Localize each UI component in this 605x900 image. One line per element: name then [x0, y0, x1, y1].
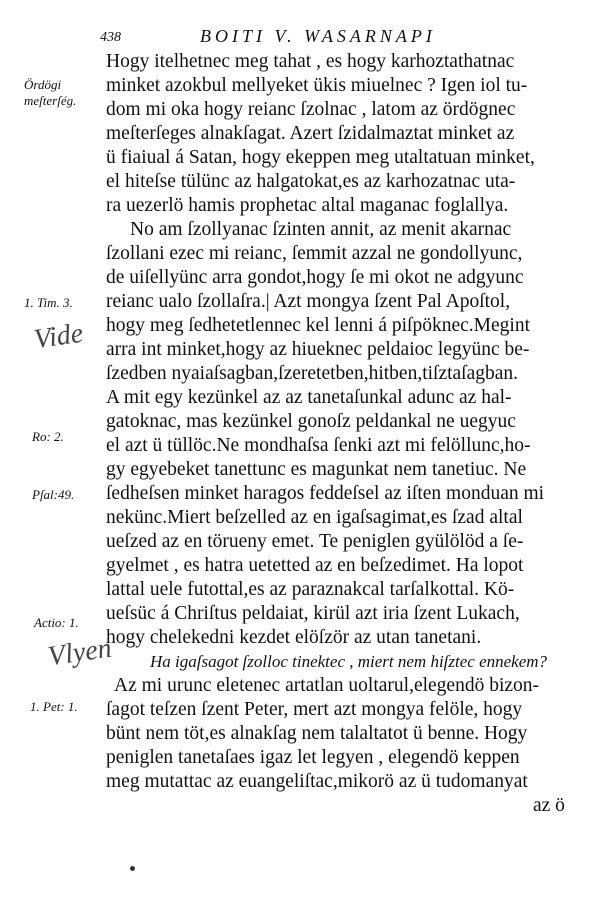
text-line: nekünc.Miert beſzelled az en igaſsagimat,es ſzad altal: [106, 507, 523, 528]
handwritten-note: Vide: [32, 317, 86, 356]
text-line: ra uezerlö hamis prophetac altal maganac foglallya.: [106, 195, 509, 216]
text-line: gy egyebeket tanettunc es magunkat nem tanetiuc. Ne: [106, 459, 527, 480]
text-line: meſterſeges alnakſagat. Azert ſzidalmaztat minket az: [106, 123, 515, 144]
text-line: lattal uele futottal,es az paraznakcal tarſalkottal. Kö-: [106, 579, 515, 600]
text-line: el azt ü tüllöc.Ne mondhaſsa ſenki azt mi felöllunc,ho-: [106, 435, 531, 456]
text-line: gyelmet , es hatra uetetted az en beſzedimet. Ha lopot: [106, 555, 524, 576]
margin-note: Ro: 2.: [32, 429, 64, 444]
margin-note: Ördögi: [24, 77, 62, 92]
text-line: ſzollani ezec mi reianc, ſemmit azzal ne gondollyunc,: [106, 243, 523, 264]
text-line: ſagot teſzen ſzent Peter, mert azt mongya felöle, hogy: [106, 699, 523, 720]
page-header: [100, 26, 570, 50]
text-line: reianc ualo ſzollaſra.| Azt mongya ſzent Pal Apoſtol,: [106, 291, 511, 312]
text-line: hogy chelekedni kezdet elöſzör az utan tanetani.: [106, 627, 482, 648]
text-line-italic: Ha igaſsagot ſzolloc tinektec , miert nem hiſztec ennekem?: [150, 652, 548, 671]
text-line: arra int minket,hogy az hiueknec peldaioc legyünc be-: [106, 339, 530, 360]
text-line: meg mutattac az euangeliſtac,mikorö az ü tudomanyat: [106, 771, 528, 792]
text-line: Hogy itelhetnec meg tahat , es hogy karhoztathatnac: [106, 51, 515, 72]
text-line: No am ſzollyanac ſzinten annit, az menit akarnac: [130, 219, 512, 240]
text-line: A mit egy kezünkel az az tanetaſunkal adunc az hal-: [106, 387, 512, 408]
handwritten-note: Vlyen: [46, 632, 114, 673]
margin-note: 1. Tim. 3.: [24, 295, 73, 310]
catchword: az ö: [533, 795, 565, 816]
text-line: minket azokbul mellyeket ükis miuelnec ? Igen iol tu-: [106, 75, 528, 96]
text-line: dom mi oka hogy reianc ſzolnac , latom az ördögnec: [106, 99, 516, 120]
ink-speck: [130, 866, 135, 871]
text-line: ſzedben nyaiaſsagban,ſzeretetben,hitben,tiſztaſagban.: [106, 363, 519, 384]
text-line: el hiteſse tülünc az halgatokat,es az karhozatnac uta-: [106, 171, 516, 192]
text-line: ueſsüc á Chriſtus peldaiat, kirül azt iria ſzent Lukach,: [106, 603, 520, 624]
text-line: ü fiaiual á Satan, hogy ekeppen meg utaltatuan minket,: [106, 147, 535, 168]
running-title: BOITI V. WASARNAPI: [200, 26, 436, 46]
page-number: 438: [100, 30, 121, 45]
text-line: gatoknac, mas kezünkel gonoſz peldankal ne uegyuc: [106, 411, 516, 432]
text-line: Az mi urunc eletenec artatlan uoltarul,elegendö bizon-: [114, 675, 540, 696]
text-line: de uiſellyünc arra gondot,hogy ſe mi okot ne adgyunc: [106, 267, 524, 288]
text-line: ueſzed az en törueny emet. Te peniglen gyülölöd a ſe-: [106, 531, 524, 552]
text-line: bünt nem töt,es alnakſag nem talaltatot ü benne. Hogy: [106, 723, 528, 744]
margin-note: meſterſég.: [24, 93, 77, 108]
margin-note: 1. Pet: 1.: [30, 699, 78, 714]
text-line: hogy meg ſedhetetlennec kel lenni á piſpöknec.Megint: [106, 315, 530, 336]
margin-note: Pſal:49.: [32, 487, 75, 502]
margin-note: Actio: 1.: [34, 615, 79, 630]
text-line: ſedheſsen minket haragos feddeſsel az iſten monduan mi: [106, 483, 545, 504]
text-line: peniglen tanetaſaes igaz let legyen , elegendö keppen: [106, 747, 520, 768]
